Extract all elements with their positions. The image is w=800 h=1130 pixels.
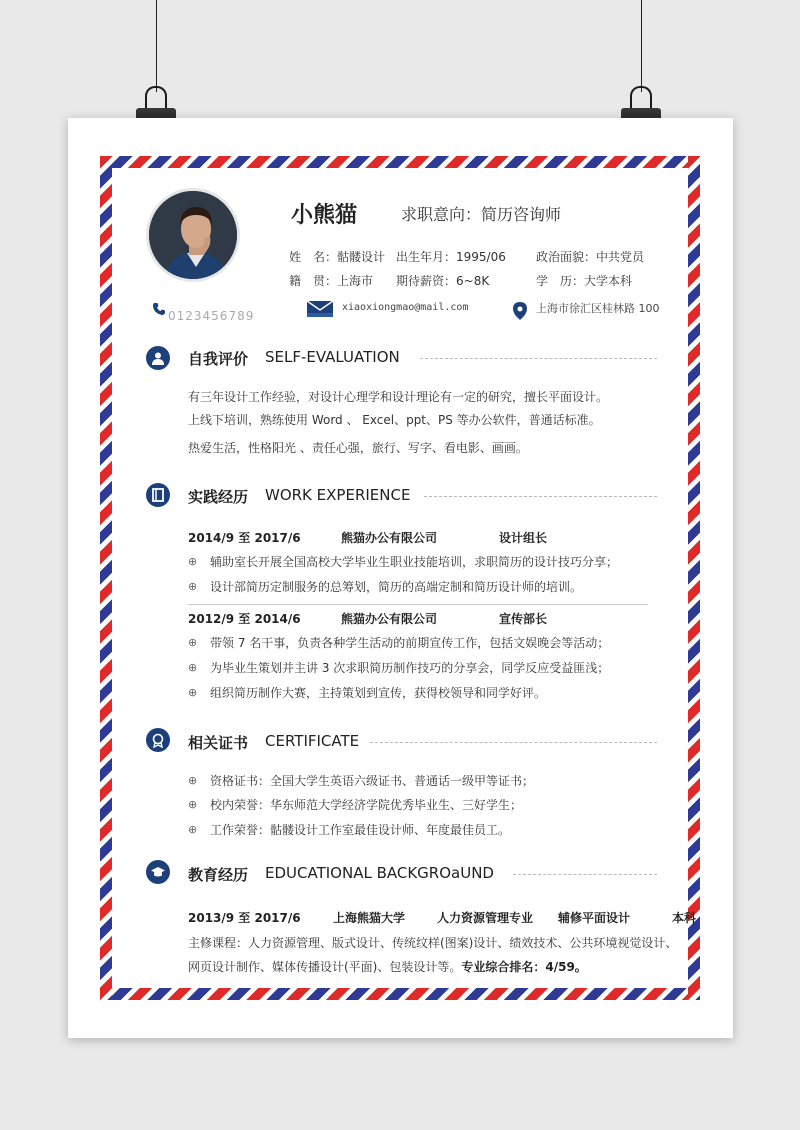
edu-degree: 本科 [672,911,697,925]
hanger-string-left [156,0,157,92]
section-title-edu: 教育经历 [188,866,249,884]
edu-major: 人力资源管理专业 [437,911,534,925]
job-2-role: 宣传部长 [499,612,548,626]
edu-courses-line-2 [188,958,587,975]
person-icon [146,346,170,370]
job-2-item-2: 为毕业生策划并主讲 3 次求职简历制作技巧的分享会，同学反应受益匪浅； [210,661,610,675]
phone-number: 0123456789 [168,309,255,323]
cert-item-2: 校内荣誉：华东师范大学经济学院优秀毕业生、三好学生； [210,798,523,812]
info-birth: 出生年月：1995/06 [396,250,506,264]
bullet-icon: ⊕ [188,661,198,674]
job-1-item-1: 辅助室长开展全国高校大学毕业生职业技能培训，求职简历的设计技巧分享； [210,555,619,569]
bullet-icon: ⊕ [188,636,198,649]
location-pin-icon [513,302,527,324]
info-politics: 政治面貌：中共党员 [536,250,645,264]
section-title-cert: 相关证书 [188,734,249,752]
self-line-1: 有三年设计工作经验，对设计心理学和设计理论有一定的研究，擅长平面设计。 [188,390,609,404]
bullet-icon: ⊕ [188,823,198,836]
section-divider [420,358,657,359]
edu-rank: 专业综合排名：4/59。 [461,960,587,974]
graduation-cap-icon [146,860,170,884]
self-line-3: 热爱生活，性格阳光 、责任心强，旅行、写字、看电影、画画。 [188,441,528,455]
envelope-icon [307,301,333,321]
bullet-icon: ⊕ [188,798,198,811]
section-divider [513,874,657,875]
candidate-name: 小熊猫 [291,203,358,228]
job-1-period: 2014/9 至 2017/6 [188,531,301,545]
job-separator [188,604,648,605]
self-line-2: 上线下培训，熟练使用 Word 、 Excel、ppt、PS 等办公软件，普通话标准。 [188,413,601,427]
edu-minor: 辅修平面设计 [558,911,631,925]
job-2-period: 2012/9 至 2014/6 [188,612,301,626]
section-title-work: 实践经历 [188,488,249,506]
section-en-self: SELF-EVALUATION [265,348,400,366]
border-left [100,156,112,1000]
job-1-item-2: 设计部简历定制服务的总筹划，简历的高端定制和简历设计师的培训。 [210,580,583,594]
bullet-icon: ⊕ [188,686,198,699]
job-intent: 求职意向：简历咨询师 [401,205,562,224]
phone-icon [152,301,166,320]
border-bottom [100,988,700,1000]
info-salary: 期待薪资：6~8K [396,274,490,288]
cert-item-1: 资格证书：全国大学生英语六级证书、普通话一级甲等证书； [210,774,535,788]
medal-icon [146,728,170,752]
border-top [100,156,700,168]
info-education: 学 历：大学本科 [536,274,633,288]
section-en-edu: EDUCATIONAL BACKGROaUND [265,864,494,882]
section-divider [424,496,657,497]
edu-school: 上海熊猫大学 [333,911,406,925]
job-1-company: 熊猫办公有限公司 [341,531,438,545]
avatar [146,188,240,282]
job-2-item-3: 组织简历制作大赛，主持策划到宣传，获得校领导和同学好评。 [210,686,547,700]
job-1-role: 设计组长 [499,531,548,545]
book-icon [146,483,170,507]
resume-paper [68,118,733,1038]
hanger-string-right [641,0,642,92]
edu-courses-text: 网页设计制作、媒体传播设计(平面)、包装设计等。 [188,960,462,974]
border-right [688,156,700,1000]
job-2-company: 熊猫办公有限公司 [341,612,438,626]
info-hometown: 籍 贯：上海市 [289,274,374,288]
info-name: 姓 名：骷髅设计 [289,250,386,264]
bullet-icon: ⊕ [188,580,198,593]
email-address: xiaoxiongmao@mail.com [342,302,469,313]
edu-courses-line-1: 主修课程：人力资源管理、版式设计、传统纹样(图案)设计、绩效技术、公共环境视觉设计、 [188,936,678,950]
section-title-self: 自我评价 [188,350,249,368]
job-2-item-1: 带领 7 名干事，负责各种学生活动的前期宣传工作，包括文娱晚会等活动； [210,636,610,650]
section-en-cert: CERTIFICATE [265,732,360,750]
edu-period: 2013/9 至 2017/6 [188,911,301,925]
address: 上海市徐汇区桂林路 100 [536,302,660,315]
section-divider [370,742,657,743]
bullet-icon: ⊕ [188,555,198,568]
bullet-icon: ⊕ [188,774,198,787]
cert-item-3: 工作荣誉：骷髅设计工作室最佳设计师、年度最佳员工。 [210,823,511,837]
section-en-work: WORK EXPERIENCE [265,486,411,504]
